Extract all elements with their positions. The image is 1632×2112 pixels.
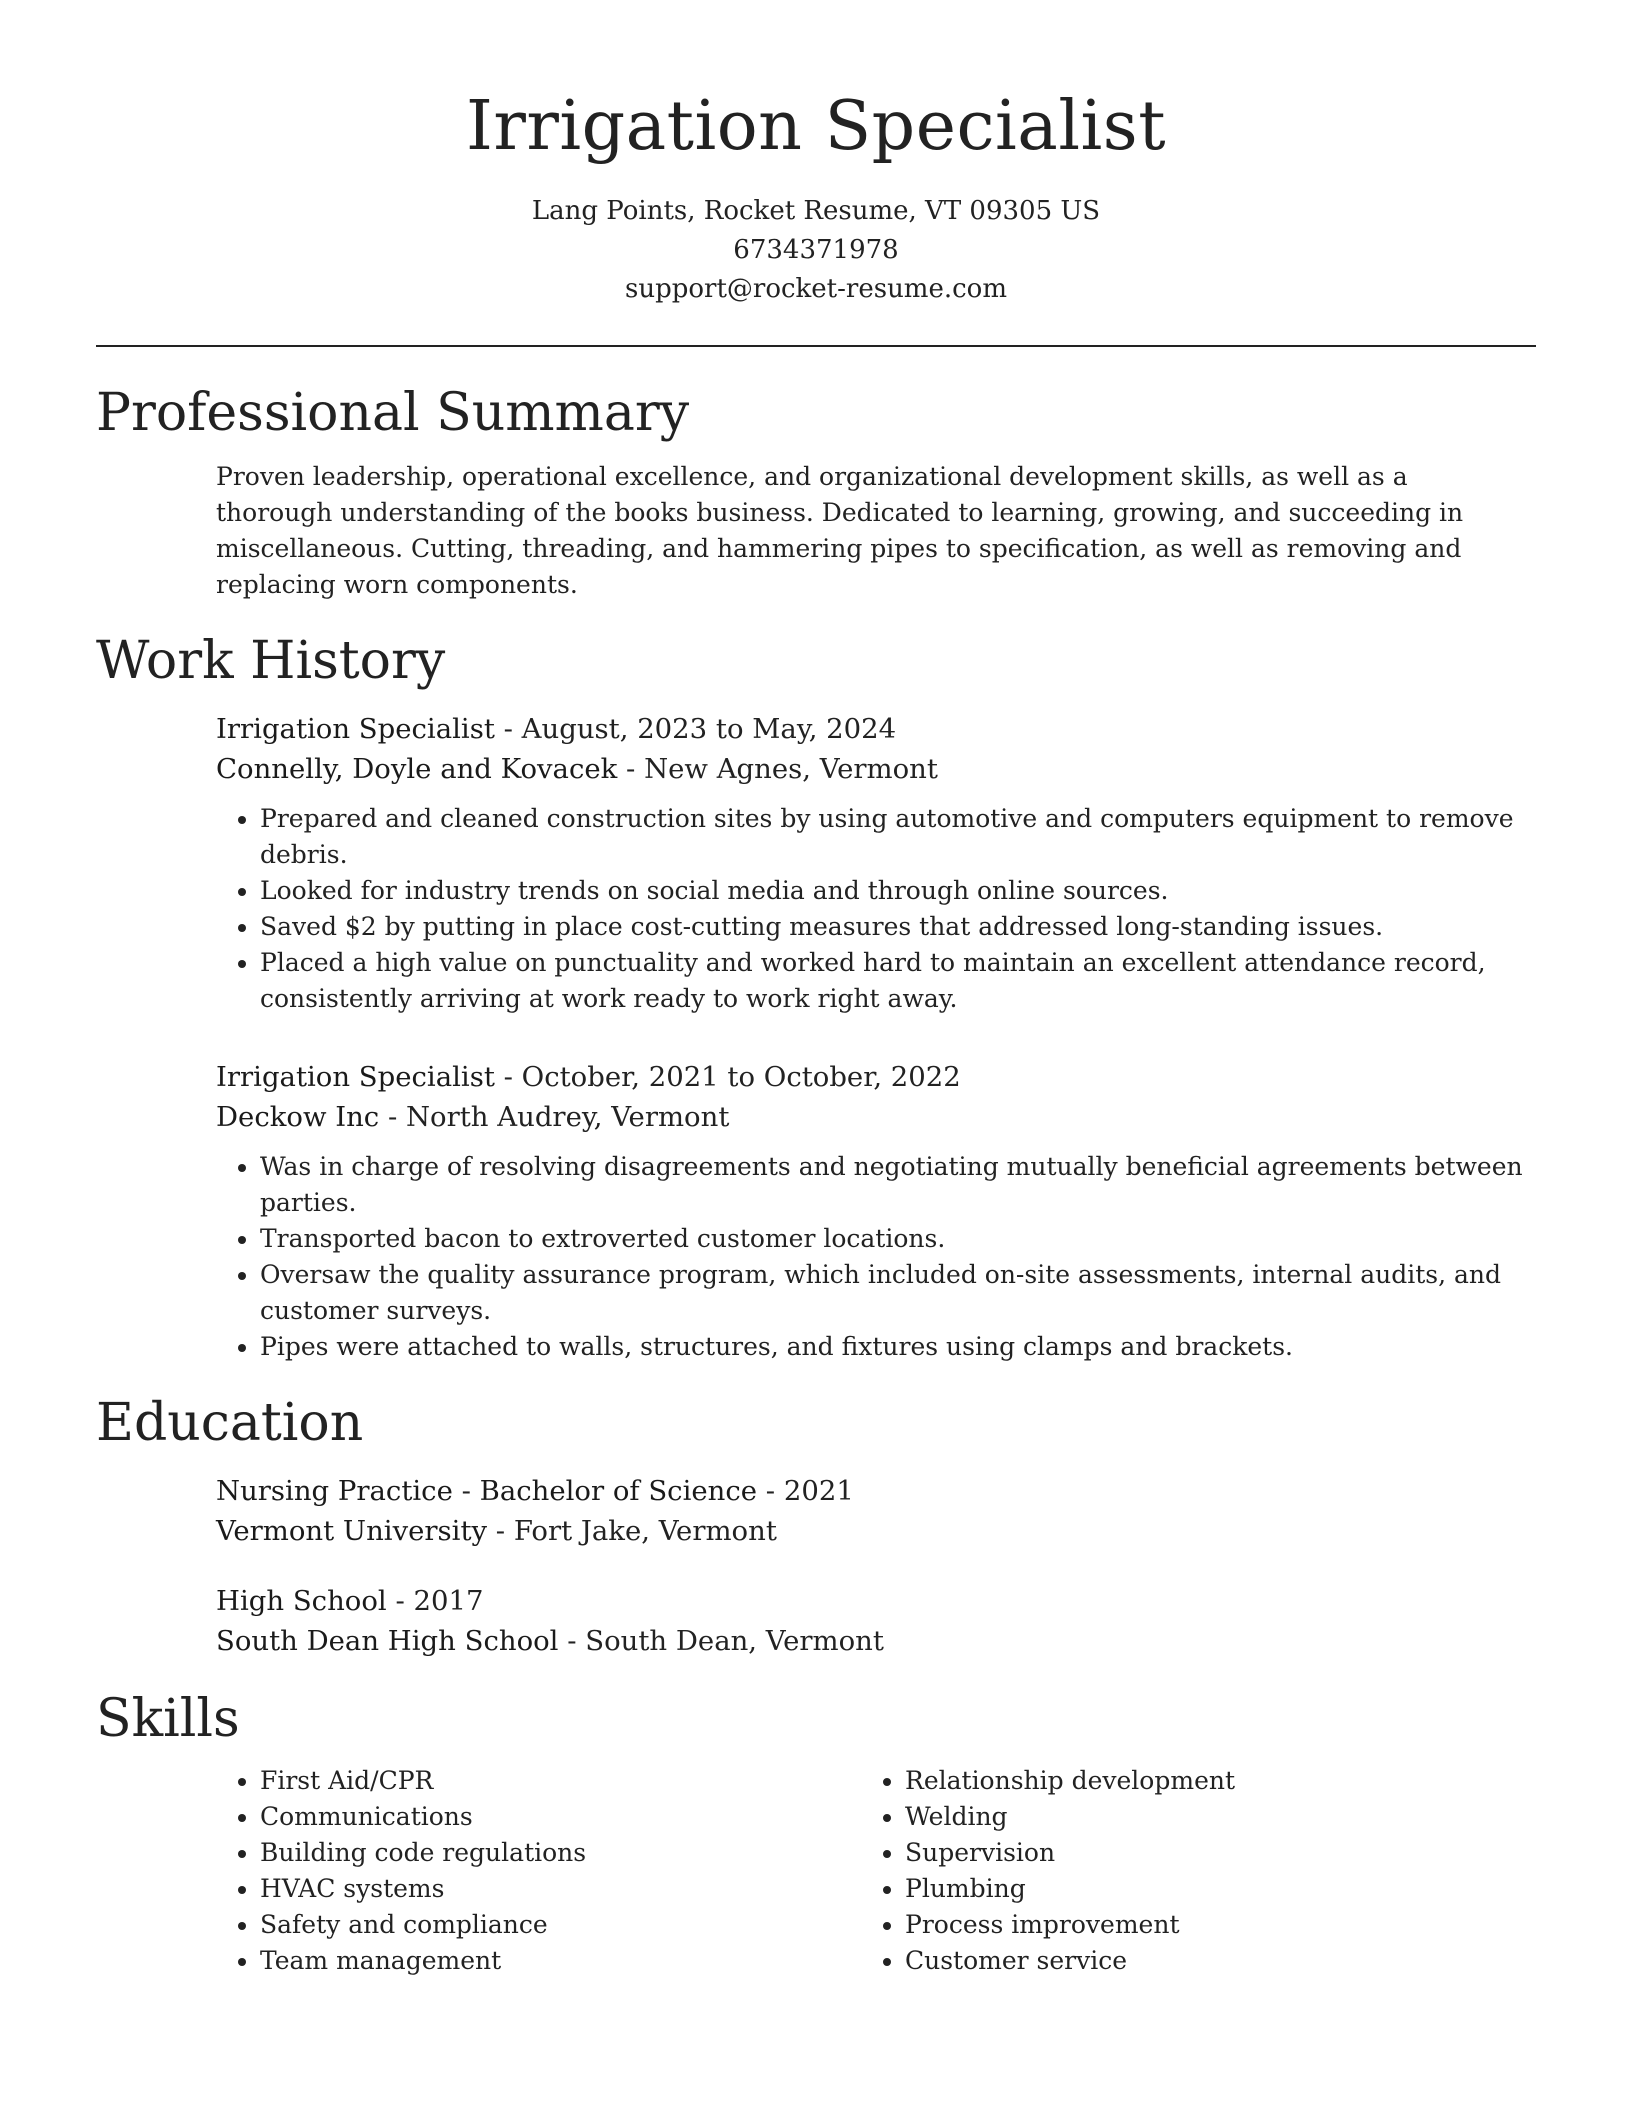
job-company-line: Connelly, Doyle and Kovacek - New Agnes, Vermont: [216, 753, 938, 785]
job-role: Irrigation Specialist: [216, 713, 495, 745]
skill-item: • Supervision: [905, 1835, 1506, 1871]
education-degree: Bachelor of Science: [479, 1475, 758, 1507]
section-professional-summary: [96, 381, 1536, 603]
candidate-name: Irrigation Specialist: [465, 87, 1167, 166]
contact-email: support@rocket-resume.com: [624, 274, 1007, 304]
list-item: • Pipes were attached to walls, structures, and fixtures using clamps and brackets.: [260, 1329, 1536, 1365]
summary-text: Proven leadership, operational excellence, and organizational development skills, as well as a thorough understanding of the books business. Dedicated to learning, growing, and succeeding in miscellaneous. Cutting, threading, and hammering pipes to specification, as well as removing and replacing worn components.: [216, 462, 1464, 599]
section-title-education: Education: [96, 1393, 364, 1453]
section-title-summary: Professional Summary: [96, 383, 690, 443]
education-school: Vermont University: [216, 1515, 488, 1547]
list-item: • Looked for industry trends on social media and through online sources.: [260, 873, 1536, 909]
section-work-history: [96, 629, 1536, 1365]
skill-item: • Communications: [260, 1799, 861, 1835]
education-year: 2021: [783, 1475, 854, 1507]
education-degree-line: High School - 2017: [216, 1585, 484, 1617]
job-entry: [216, 1057, 1536, 1365]
contact-address: Lang Points, Rocket Resume, VT 09305 US: [531, 196, 1101, 226]
list-item: • Oversaw the quality assurance program, which included on-site assessments, internal audits, and customer surveys.: [260, 1257, 1536, 1329]
skill-item: • Customer service: [905, 1943, 1506, 1979]
skill-item: • Building code regulations: [260, 1835, 861, 1871]
list-item: • Prepared and cleaned construction sites by using automotive and computers equipment to remove debris.: [260, 801, 1536, 873]
list-item: • Was in charge of resolving disagreements and negotiating mutually beneficial agreements between parties.: [260, 1149, 1536, 1221]
education-school-line: South Dean High School - South Dean, Vermont: [216, 1625, 884, 1657]
job-company: Deckow Inc: [216, 1101, 380, 1133]
section-title-work: Work History: [96, 631, 446, 691]
skills-column-right: [861, 1763, 1506, 1979]
job-title-line: Irrigation Specialist - August, 2023 to May, 2024: [216, 713, 897, 745]
skill-item: • Plumbing: [905, 1871, 1506, 1907]
education-program: High School: [216, 1585, 387, 1617]
job-company-line: Deckow Inc - North Audrey, Vermont: [216, 1101, 730, 1133]
job-dates: August, 2023 to May, 2024: [521, 713, 897, 745]
resume-header: [96, 0, 1536, 309]
skills-columns: [216, 1763, 1536, 1979]
contact-phone: 6734371978: [733, 235, 899, 265]
job-bullets: [216, 1149, 1536, 1365]
job-location: New Agnes, Vermont: [644, 753, 938, 785]
job-title-line: Irrigation Specialist - October, 2021 to October, 2022: [216, 1061, 961, 1093]
skill-item: • Relationship development: [905, 1763, 1506, 1799]
section-skills: [96, 1687, 1536, 1979]
education-school: South Dean High School: [216, 1625, 559, 1657]
education-degree-line: Nursing Practice - Bachelor of Science - 2021: [216, 1475, 854, 1507]
skill-item: • HVAC systems: [260, 1871, 861, 1907]
education-school-line: Vermont University - Fort Jake, Vermont: [216, 1515, 777, 1547]
header-divider: [96, 345, 1536, 347]
list-item: • Saved $2 by putting in place cost-cutting measures that addressed long-standing issues.: [260, 909, 1536, 945]
education-program: Nursing Practice: [216, 1475, 453, 1507]
list-item: • Transported bacon to extroverted customer locations.: [260, 1221, 1536, 1257]
education-entry: [216, 1581, 1536, 1661]
skill-item: • Safety and compliance: [260, 1907, 861, 1943]
education-year: 2017: [413, 1585, 484, 1617]
education-entry: [216, 1471, 1536, 1551]
job-location: North Audrey, Vermont: [405, 1101, 730, 1133]
skill-item: • Welding: [905, 1799, 1506, 1835]
list-item: • Placed a high value on punctuality and worked hard to maintain an excellent attendance record, consistently arriving at work ready to work right away.: [260, 945, 1536, 1017]
job-company: Connelly, Doyle and Kovacek: [216, 753, 618, 785]
education-location: South Dean, Vermont: [585, 1625, 884, 1657]
job-dates: October, 2021 to October, 2022: [521, 1061, 961, 1093]
section-title-skills: Skills: [96, 1689, 240, 1749]
contact-block: [96, 192, 1536, 309]
skill-item: • First Aid/CPR: [260, 1763, 861, 1799]
skills-column-left: [216, 1763, 861, 1979]
skill-item: • Team management: [260, 1943, 861, 1979]
section-education: [96, 1391, 1536, 1661]
job-bullets: [216, 801, 1536, 1017]
education-location: Fort Jake, Vermont: [513, 1515, 777, 1547]
job-entry: [216, 709, 1536, 1017]
skill-item: • Process improvement: [905, 1907, 1506, 1943]
job-role: Irrigation Specialist: [216, 1061, 495, 1093]
